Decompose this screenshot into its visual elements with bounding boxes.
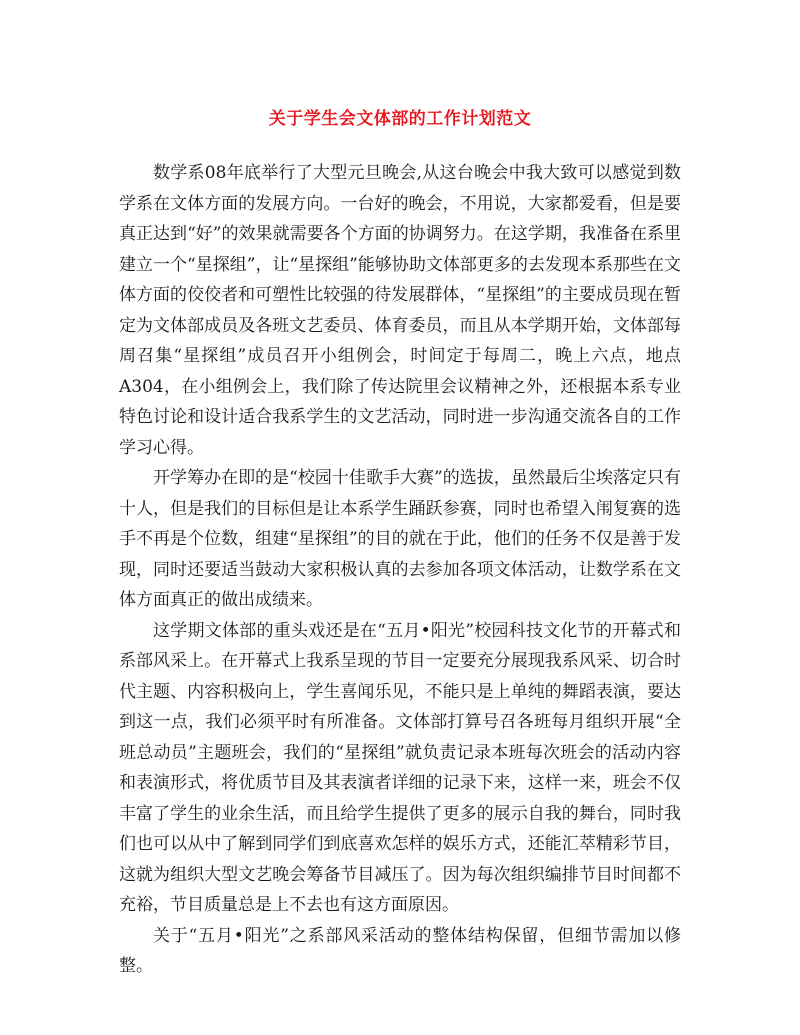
paragraph-3: 这学期文体部的重头戏还是在“五月•阳光”校园科技文化节的开幕式和系部风采上。在开幕式上我系呈现的节目一定要充分展现我系风采、切合时代主题、内容积极向上，学生喜闻乐见，不能只是上单纯的舞蹈表演，要达到这一点，我们必须平时有所准备。文体部打算号召各班每月组织开展“全班总动员”主题班会，我们的“星探组”就负责记录本班每次班会的活动内容和表演形式，将优质节目及其表演者详细的记录下来，这样一来，班会不仅丰富了学生的业余生活，而且给学生提供了更多的展示自我的舞台，同时我们也可以从中了解到同学们到底喜欢怎样的娱乐方式，还能汇萃精彩节目，这就为组织大型文艺晚会筹备节目减压了。因为每次组织编排节目时间都不充裕，节目质量总是上不去也有这方面原因。: [119, 620, 681, 915]
document-body: [119, 158, 681, 982]
paragraph-2: 开学筹办在即的是“校园十佳歌手大赛”的选拔，虽然最后尘埃落定只有十人，但是我们的目标但是让本系学生踊跃参赛，同时也希望入闱复赛的选手不再是个位数，组建“星探组”的目的就在于此，他们的任务不仅是善于发现，同时还要适当鼓动大家积极认真的去参加各项文体活动，让数学系在文体方面真正的做出成绩来。: [119, 468, 681, 610]
paragraph-1: 数学系08年底举行了大型元旦晚会,从这台晚会中我大致可以感觉到数学系在文体方面的发展方向。一台好的晚会，不用说，大家都爱看，但是要真正达到“好”的效果就需要各个方面的协调努力。在这学期，我准备在系里建立一个“星探组”，让“星探组”能够协助文体部更多的去发现本系那些在文体方面的佼佼者和可塑性比较强的待发展群体，“星探组”的主要成员现在暂定为文体部成员及各班文艺委员、体育委员，而且从本学期开始，文体部每周召集“星探组”成员召开小组例会，时间定于每周二，晚上六点，地点A304，在小组例会上，我们除了传达院里会议精神之外，还根据本系专业特色讨论和设计适合我系学生的文艺活动，同时进一步沟通交流各自的工作学习心得。: [119, 163, 681, 458]
paragraph-4: 关于“五月•阳光”之系部风采活动的整体结构保留，但细节需加以修整。: [119, 925, 681, 976]
document-title: 关于学生会文体部的工作计划范文: [268, 109, 532, 129]
